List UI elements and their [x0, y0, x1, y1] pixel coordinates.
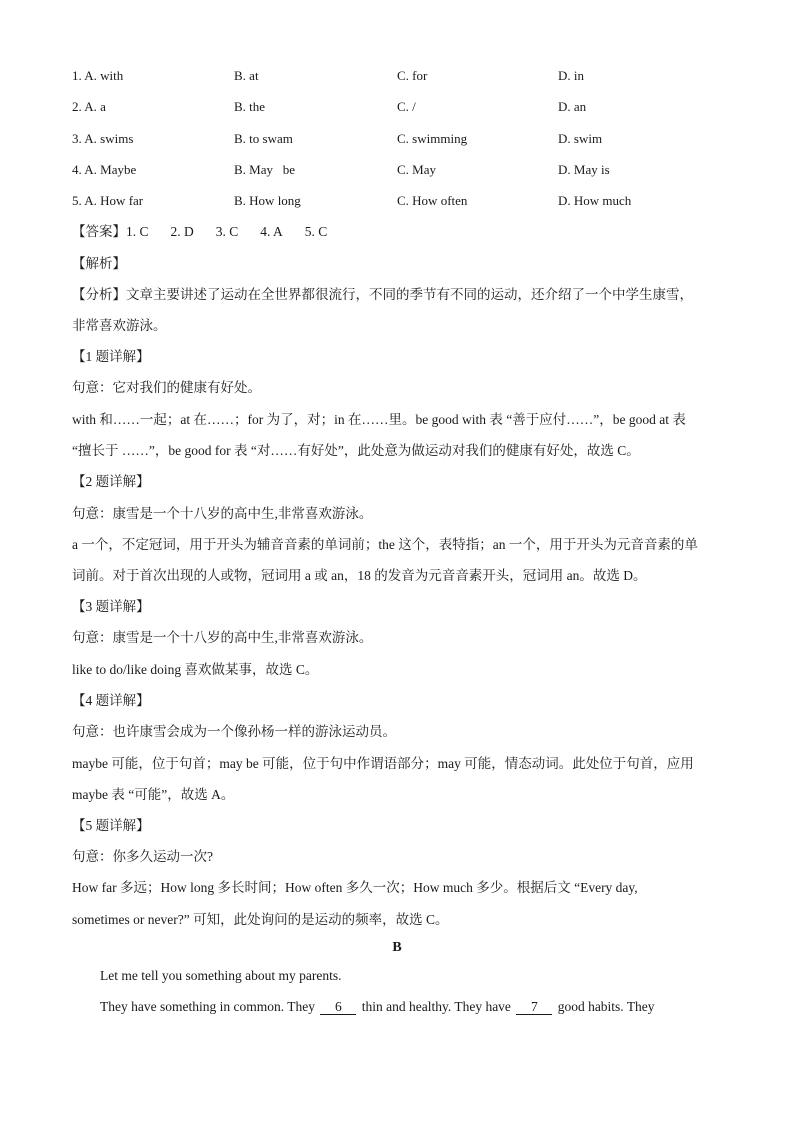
- option-3b: B. to swam: [234, 131, 293, 146]
- question-5-explanation: How far 多远；How long 多长时间；How often 多久一次；How much 多少。根据后文 “Every day,: [72, 880, 638, 895]
- analysis-summary-line: 非常喜欢游泳。: [72, 318, 167, 333]
- option-2a: 2. A. a: [72, 99, 106, 114]
- section-heading: B: [392, 940, 402, 955]
- option-4c: C. May: [397, 162, 436, 177]
- options-row-5: [72, 193, 752, 213]
- answer-item: 4. A: [260, 224, 283, 239]
- option-5c: C. How often: [397, 193, 468, 208]
- options-row-4: [72, 162, 752, 182]
- option-5d: D. How much: [558, 193, 632, 208]
- answer-line: [72, 222, 732, 242]
- question-3-explanation: like to do/like doing 喜欢做某事，故选 C。: [72, 662, 319, 677]
- option-2c: C. /: [397, 99, 416, 114]
- blank-6: 6: [320, 999, 356, 1015]
- option-1c: C. for: [397, 68, 428, 83]
- answer-item: 5. C: [304, 224, 328, 239]
- question-1-heading: 【1 题详解】: [72, 349, 150, 364]
- option-3c: C. swimming: [397, 131, 468, 146]
- option-4d: D. May is: [558, 162, 610, 177]
- analysis-summary-line: 【分析】文章主要讲述了运动在全世界都很流行，不同的季节有不同的运动，还介绍了一个中学生康雪，: [72, 287, 693, 302]
- answer-item: 2. D: [170, 224, 194, 239]
- option-3a: 3. A. swims: [72, 131, 134, 146]
- question-2-meaning: 句意：康雪是一个十八岁的高中生,非常喜欢游泳。: [72, 506, 373, 521]
- passage-line: [100, 997, 760, 1017]
- question-2-explanation: 词前。对于首次出现的人或物，冠词用 a 或 an，18 的发音为元音音素开头，冠词用 an。故选 D。: [72, 568, 647, 583]
- option-4a: 4. A. Maybe: [72, 162, 137, 177]
- question-2-heading: 【2 题详解】: [72, 474, 150, 489]
- question-5-heading: 【5 题详解】: [72, 818, 150, 833]
- option-4b: B. May be: [234, 162, 296, 177]
- answer-item: 3. C: [215, 224, 239, 239]
- question-2-explanation: a 一个，不定冠词，用于开头为辅音音素的单词前；the 这个，表特指；an 一个，用于开头为元音音素的单: [72, 537, 698, 552]
- question-3-heading: 【3 题详解】: [72, 599, 150, 614]
- question-5-explanation: sometimes or never?” 可知，此处询问的是运动的频率，故选 C。: [72, 912, 449, 927]
- passage-text: good habits. They: [557, 999, 655, 1014]
- question-5-meaning: 句意：你多久运动一次?: [72, 849, 213, 864]
- question-4-explanation: maybe 可能，位于句首；may be 可能，位于句中作谓语部分；may 可能，情态动词。此处位于句首，应用: [72, 756, 694, 771]
- question-1-meaning: 句意：它对我们的健康有好处。: [72, 380, 261, 395]
- option-5b: B. How long: [234, 193, 301, 208]
- options-row-2: [72, 99, 752, 119]
- analysis-label: 【解析】: [72, 256, 126, 271]
- passage-line: Let me tell you something about my parents.: [100, 968, 342, 983]
- options-row-1: [72, 68, 752, 88]
- question-4-meaning: 句意：也许康雪会成为一个像孙杨一样的游泳运动员。: [72, 724, 396, 739]
- question-4-heading: 【4 题详解】: [72, 693, 150, 708]
- options-row-3: [72, 131, 752, 151]
- question-1-explanation: with 和……一起；at 在……；for 为了，对；in 在……里。be good with 表 “善于应付……”，be good at 表: [72, 412, 686, 427]
- answer-item: 1. C: [126, 224, 149, 239]
- question-4-explanation: maybe 表 “可能”，故选 A。: [72, 787, 235, 802]
- option-2b: B. the: [234, 99, 266, 114]
- option-5a: 5. A. How far: [72, 193, 144, 208]
- option-2d: D. an: [558, 99, 587, 114]
- option-1a: 1. A. with: [72, 68, 124, 83]
- question-1-explanation: “擅长于 ……”，be good for 表 “对……有好处”，此处意为做运动对我们的健康有好处，故选 C。: [72, 443, 640, 458]
- option-1d: D. in: [558, 68, 584, 83]
- passage-text: They have something in common. They: [100, 999, 315, 1014]
- option-3d: D. swim: [558, 131, 603, 146]
- passage-text: thin and healthy. They have: [361, 999, 511, 1014]
- answer-label: 【答案】: [72, 224, 126, 239]
- question-3-meaning: 句意：康雪是一个十八岁的高中生,非常喜欢游泳。: [72, 630, 373, 645]
- blank-7: 7: [516, 999, 552, 1015]
- option-1b: B. at: [234, 68, 259, 83]
